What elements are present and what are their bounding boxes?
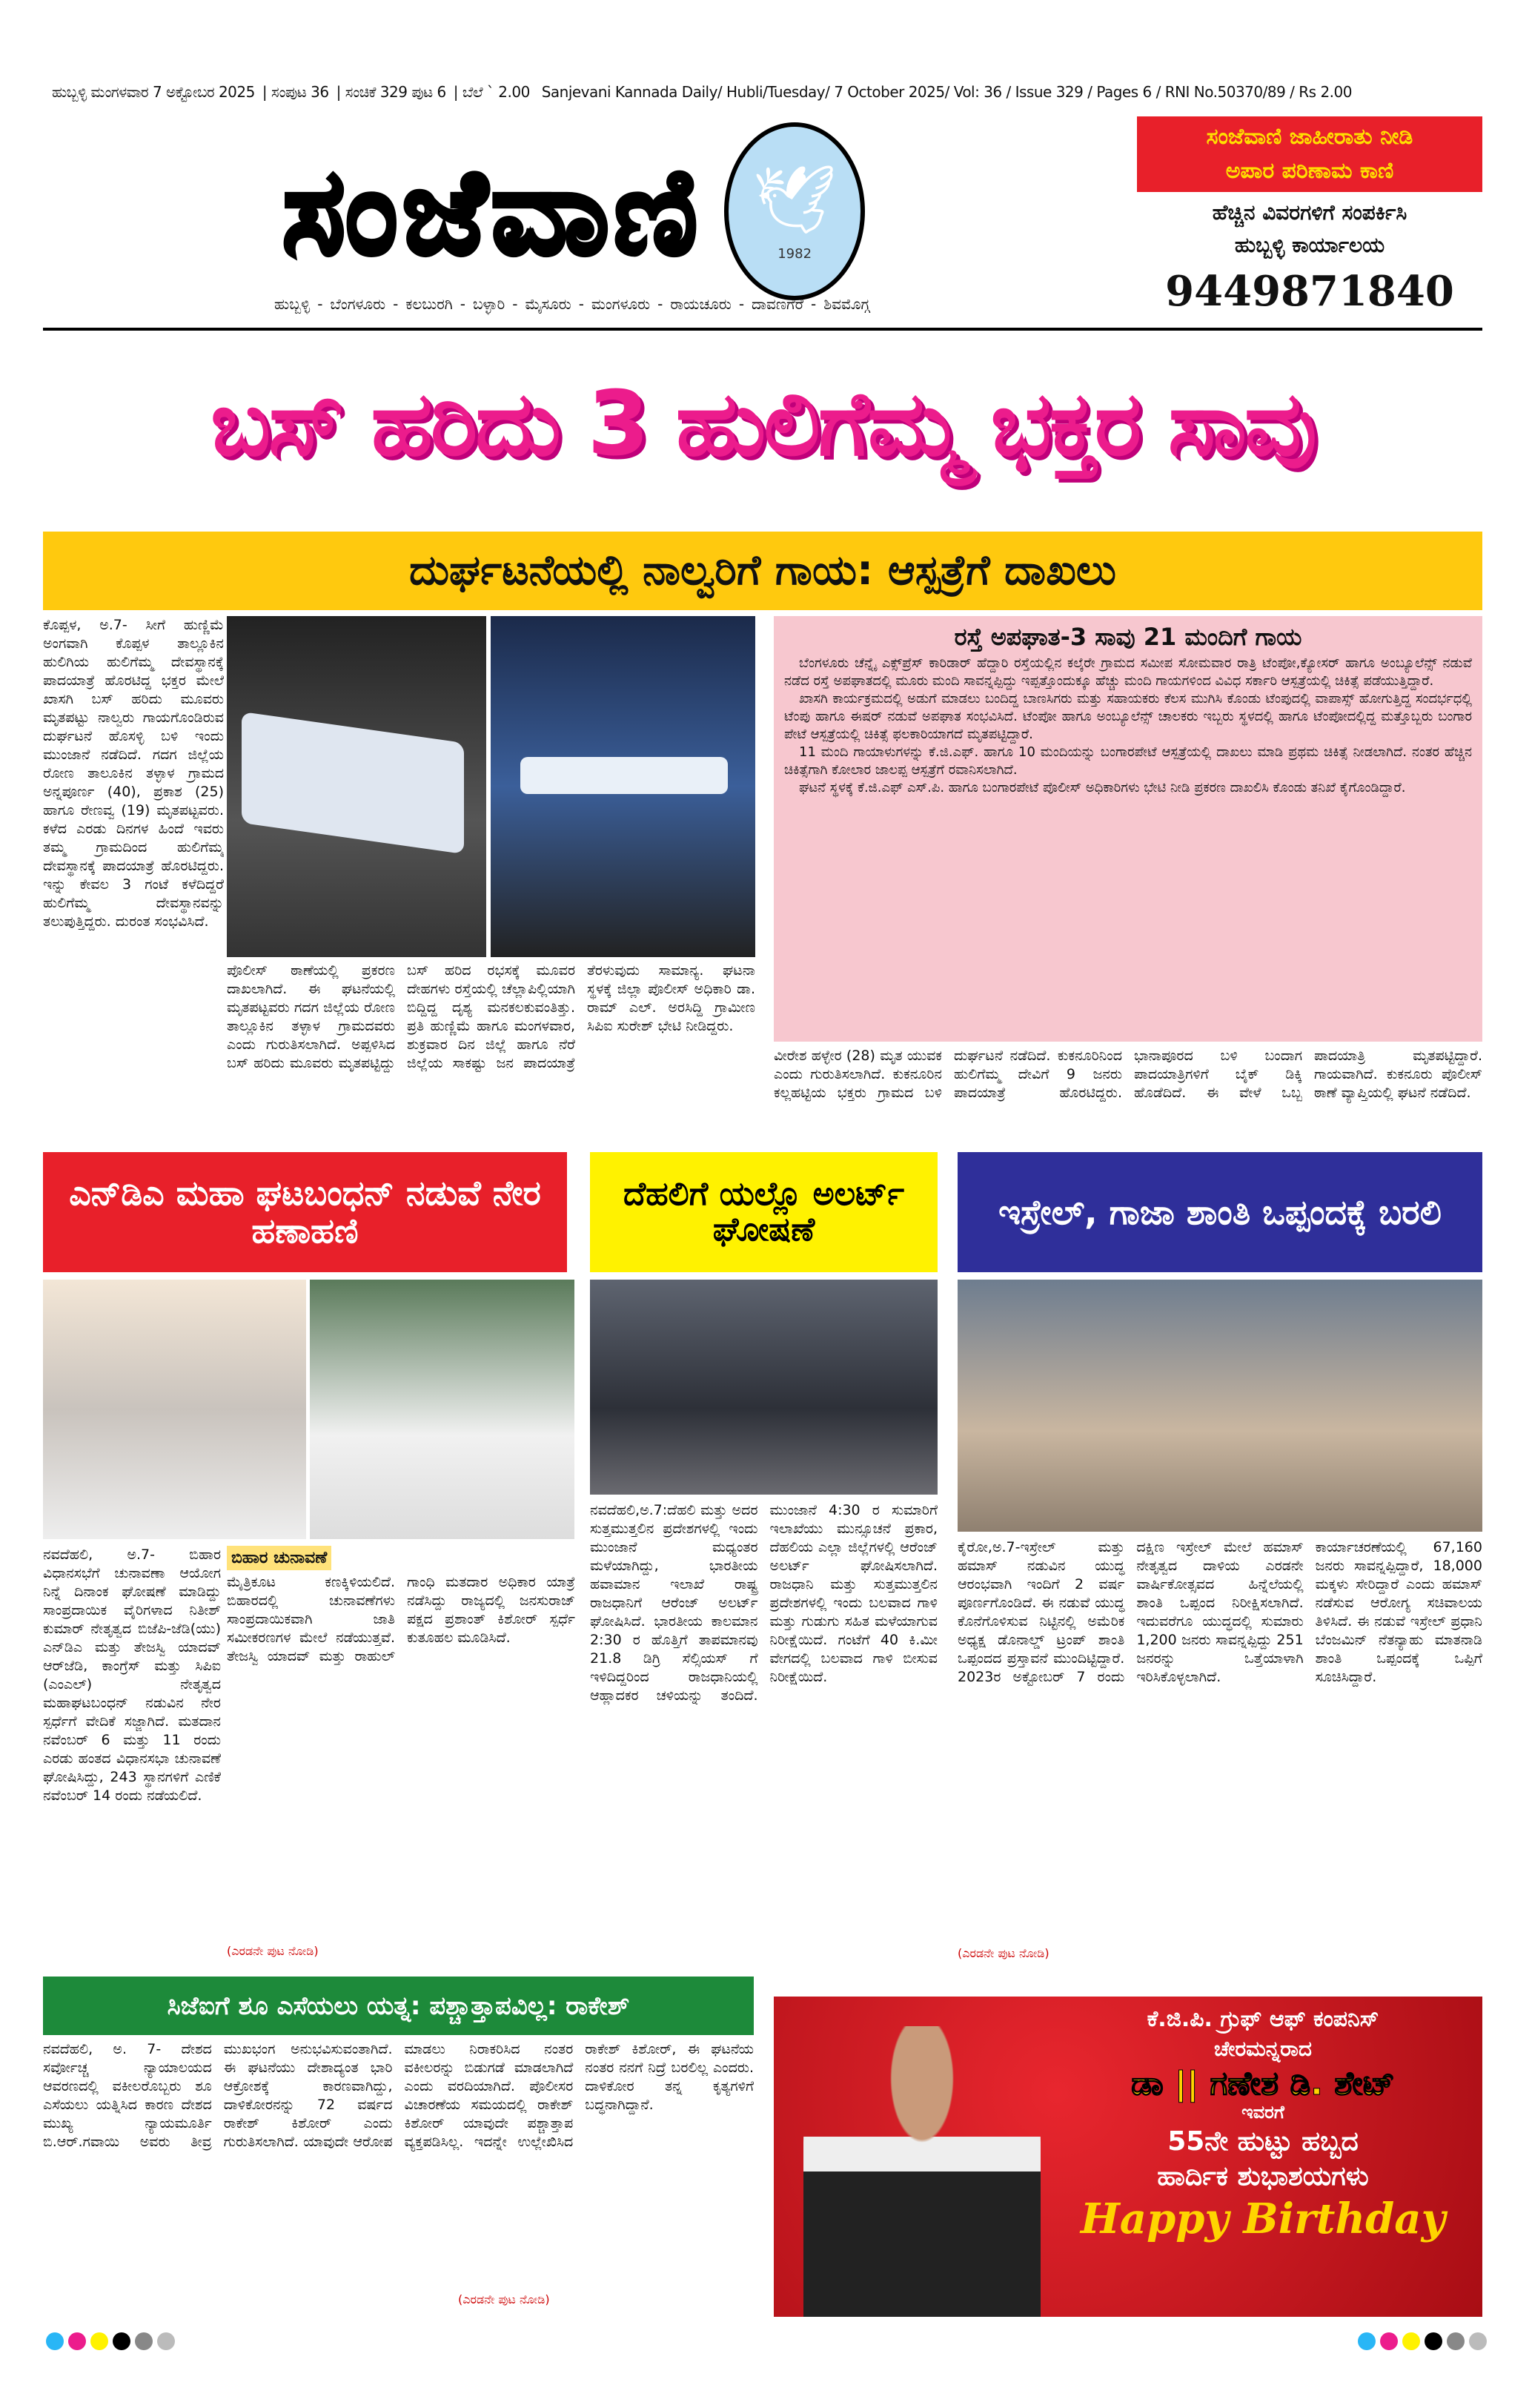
lead-headline: ಬಸ್ ಹರಿದು 3 ಹುಲಿಗೆಮ್ಮ ಭಕ್ತರ ಸಾವು [210,373,1315,476]
city: ಮೈಸೂರು [525,295,571,313]
registration-mark [46,2332,64,2350]
opposition-leaders-photo [310,1280,574,1539]
year: 1982 [777,246,812,262]
nda-headline: ಎನ್‌ಡಿಎ ಮಹಾ ಘಟಬಂಧನ್ ನಡುವೆ ನೇರ ಹಣಾಹಣಿ [43,1152,567,1272]
lead-strap: ದುರ್ಘಟನೆಯಲ್ಲಿ ನಾಲ್ವರಿಗೆ ಗಾಯ: ಆಸ್ಪತ್ರೆಗೆ ದಾಖಲು [43,532,1482,610]
india-gate-rain-photo [590,1280,938,1495]
delhi-headline: ದೆಹಲಿಗೆ ಯಲ್ಲೊ ಅಲರ್ಟ್ ಘೋಷಣೆ [590,1152,938,1272]
registration-mark [1469,2332,1487,2350]
nda-rally-photo [43,1280,306,1539]
volume: ಸಂಪುಟ 36 [271,83,329,101]
registration-mark [135,2332,153,2350]
city: ರಾಯಚೂರು [670,295,732,313]
paragraph: ಘಟನೆ ಸ್ಥಳಕ್ಕೆ ಕೆ.ಜಿ.ಎಫ್ ಎಸ್.ಪಿ. ಹಾಗೂ ಬಂಗಾರಪೇಟೆ ಪೊಲೀಸ್ ಅಧಿಕಾರಿಗಳು ಭೇಟಿ ನೀಡಿ ಪ್ರಕರಣ ದಾಖಲಿಸಿ ಕೊಂಡು ತನಿಖೆ ಕೈಗೊಂಡಿದ್ದಾರೆ. [799,780,1406,796]
registration-mark [68,2332,86,2350]
registration-mark [1358,2332,1376,2350]
ad-phone: 9449871840 [1165,267,1454,316]
ad-line: ಹುಬ್ಬಳ್ಳಿ ಕಾರ್ಯಾಲಯ [1234,233,1385,257]
registration-mark [1380,2332,1398,2350]
dateline: ಹುಬ್ಬಳ್ಳಿ ಮಂಗಳವಾರ 7 ಅಕ್ಟೋಬರ 2025 | ಸಂಪುಟ 36 | ಸಂಚಿಕೆ 329 ಪುಟ 6 | ಬೆಲೆ ` 2.00 Sanjevani Kannada Daily/ Hubli/Tuesday/ 7 October 2025/ Vol: 36 / Issue 329 / Pages 6 / RNI No.50370/89 / Rs 2.00 [52,83,1352,101]
continued-note: (ಎರಡನೇ ಪುಟ ನೋಡಿ) [458,2292,550,2306]
city: ಹುಬ್ಬಳ್ಳಿ [274,295,311,313]
paragraph: ಖಾಸಗಿ ಕಾರ್ಯಕ್ರಮದಲ್ಲಿ ಅಡುಗೆ ಮಾಡಲು ಬಂದಿದ್ದ ಬಾಣಸಿಗರು ಮತ್ತು ಸಹಾಯಕರು ಕೆಲಸ ಮುಗಿಸಿ ಕೊಂಡು ಟೆಂಪುದಲ್ಲಿ ವಾಪಾಸ್ಸ್ ಹೋಗುತ್ತಿದ್ದ ಸಂದರ್ಭಧಲ್ಲಿ ಟೆಂಪು ಹಾಗೂ ಈಷರ್ ನಡುವೆ ಅಪಘಾತ ಸಂಭವಿಸಿದೆ. ಟೆಂಪೋ ಹಾಗೂ ಅಂಬ್ಯೂಲೆನ್ಸ್ ಚಾಲಕರು ಇಬ್ಬರು ಸ್ಥಳದಲ್ಲಿ ಹಾಗೂ ಟೆಂಪೋದಲ್ಲಿದ್ದ ಮತ್ತೊಬ್ಬರು ಬಂಗಾರ ಪೇಟೆ ಆಸ್ಪತ್ರೆಯಲ್ಲಿ ಚಿಕಿತ್ಸೆ ಫಲಕಾರಿಯಾಗದೆ ಮೃತಪಟ್ಟಿದ್ದಾರೆ. [784,691,1472,742]
ad-line: ಹೆಚ್ಚಿನ ವಿವರಗಳಿಗೆ ಸಂಪರ್ಕಿಸಿ [1212,200,1407,225]
masthead-logo [92,111,1055,311]
dove-emblem [724,122,865,300]
ad-banner-top [1137,116,1482,192]
masthead-name: ಸಂಜೆವಾಣಿ [282,142,703,281]
city: ಶಿವಮೊಗ್ಗ [823,295,870,313]
delhi-body: ನವದೆಹಲಿ,ಅ.7:ದೆಹಲಿ ಮತ್ತು ಅದರ ಸುತ್ತಮುತ್ತಲಿನ ಪ್ರದೇಶಗಳಲ್ಲಿ ಇಂದು ಮುಂಜಾನೆ ಮಧ್ಯಂತರ ಮಳೆಯಾಗಿದ್ದು, ಭಾರತೀಯ ಹವಾಮಾನ ಇಲಾಖೆ ರಾಷ್ಟ್ರ ರಾಜಧಾನಿಗೆ ಆರೆಂಜ್ ಅಲರ್ಟ್ ಘೋಷಿಸಿದೆ. ಭಾರತೀಯ ಕಾಲಮಾನ 2:30 ರ ಹೊತ್ತಿಗೆ ತಾಪಮಾನವು 21.8 ಡಿಗ್ರಿ ಸೆಲ್ಸಿಯಸ್ ಗೆ ಇಳಿದಿದ್ದರಿಂದ ರಾಜಧಾನಿಯಲ್ಲಿ ಆಹ್ಲಾದಕರ ಚಳಿಯನ್ನು ತಂದಿದೆ. ಮುಂಜಾನೆ 4:30 ರ ಸುಮಾರಿಗೆ ಇಲಾಖೆಯು ಮುನ್ಸೂಚನೆ ಪ್ರಕಾರ, ದೆಹಲಿಯ ಎಲ್ಲಾ ಜಿಲ್ಲೆಗಳಲ್ಲಿ ಆರೆಂಜ್ ಅಲರ್ಟ್ ಘೋಷಿಸಲಾಗಿದೆ. ರಾಜಧಾನಿ ಮತ್ತು ಸುತ್ತಮುತ್ತಲಿನ ಪ್ರದೇಶಗಳಲ್ಲಿ ಇಂದು ಬಲವಾದ ಗಾಳಿ ಮತ್ತು ಗುಡುಗು ಸಹಿತ ಮಳೆಯಾಗುವ ನಿರೀಕ್ಷೆಯಿದೆ. ಗಂಟೆಗೆ 40 ಕಿ.ಮೀ ವೇಗದಲ್ಲಿ ಬಲವಾದ ಗಾಳಿ ಬೀಸುವ ನಿರೀಕ್ಷೆಯಿದೆ. [590,1502,938,1704]
israel-headline: ಇಸ್ರೇಲ್, ಗಾಜಾ ಶಾಂತಿ ಒಪ್ಪಂದಕ್ಕೆ ಬರಲಿ [958,1152,1482,1272]
edition-cities: ಹುಬ್ಬಳ್ಳಿ - ಬೆಂಗಳೂರು - ಕಲಬುರಗಿ - ಬಳ್ಳಾರಿ - ಮೈಸೂರು - ಮಂಗಳೂರು - ರಾಯಚೂರು - ದಾವಣಗೆರೆ - ಶಿವಮೊಗ್ಗ [274,295,870,313]
rakesh-headline-text: ಸಿಜೆಐಗೆ ಶೂ ಎಸೆಯಲು ಯತ್ನ: ಪಶ್ಚಾತ್ತಾಪವಿಲ್ಲ: ರಾಕೇಶ್ [167,1991,630,2021]
city: ಮಂಗಳೂರು [591,295,651,313]
continued-note: (ಎರಡನೇ ಪುಟ ನೋಡಿ) [958,1946,1049,1960]
nda-column-1: ನವದೆಹಲಿ, ಅ.7- ಬಿಹಾರ ವಿಧಾನಸಭೆಗೆ ಚುನಾವಣಾ ಆಯೋಗ ನಿನ್ನೆ ದಿನಾಂಕ ಘೋಷಣೆ ಮಾಡಿದ್ದು ಸಾಂಪ್ರದಾಯಿಕ ವೈರಿಗಳಾದ ನಿತೀಶ್ ಕುಮಾರ್ ನೇತೃತ್ವದ ಬಿಜೆಪಿ-ಜೆಡಿ(ಯು) ಎನ್‌ಡಿಎ ಮತ್ತು ತೇಜಸ್ವಿ ಯಾದವ್ ಆರ್‌ಜೆಡಿ, ಕಾಂಗ್ರೆಸ್ ಮತ್ತು ಸಿಪಿಐ (ಎಂಎಲ್) ನೇತೃತ್ವದ ಮಹಾಘಟಬಂಧನ್ ನಡುವಿನ ನೇರ ಸ್ಪರ್ಧೆಗೆ ವೇದಿಕೆ ಸಜ್ಜಾಗಿದೆ. ಮತದಾನ ನವೆಂಬರ್ 6 ಮತ್ತು 11 ರಂದು ಎರಡು ಹಂತದ ವಿಧಾನಸಭಾ ಚುನಾವಣೆ ಘೋಷಿಸಿದ್ದು, 243 ಸ್ಥಾನಗಳಿಗೆ ಎಣಿಕೆ ನವೆಂಬರ್ 14 ರಂದು ನಡೆಯಲಿದೆ. [43,1547,221,1804]
city: ಬಳ್ಳಾರಿ [472,295,505,313]
rakesh-body-wrap [43,2040,754,2316]
rakesh-body: ನವದೆಹಲಿ, ಅ. 7- ದೇಶದ ಸರ್ವೋಚ್ಚ ನ್ಯಾಯಾಲಯದ ಆವರಣದಲ್ಲಿ ವಕೀಲರೊಬ್ಬರು ಶೂ ಎಸೆಯಲು ಯತ್ನಿಸಿದ ಕಾರಣ ದೇಶದ ಮುಖ್ಯ ನ್ಯಾಯಮೂರ್ತಿ ಬಿ.ಆರ್.ಗವಾಯಿ ಅವರು ತೀವ್ರ ಮುಖಭಂಗ ಅನುಭವಿಸುವಂತಾಗಿದೆ. ಈ ಘಟನೆಯು ದೇಶಾದ್ಯಂತ ಭಾರಿ ಆಕ್ರೋಶಕ್ಕೆ ಕಾರಣವಾಗಿದ್ದು, ದಾಳಿಕೋರನನ್ನು 72 ವರ್ಷದ ರಾಕೇಶ್ ಕಿಶೋರ್ ಎಂದು ಗುರುತಿಸಲಾಗಿದೆ. ಯಾವುದೇ ಆರೋಪ ಮಾಡಲು ನಿರಾಕರಿಸಿದ ನಂತರ ವಕೀಲರನ್ನು ಬಿಡುಗಡೆ ಮಾಡಲಾಗಿದೆ ಎಂದು ವರದಿಯಾಗಿದೆ. ಪೊಲೀಸರ ವಿಚಾರಣೆಯ ಸಮಯದಲ್ಲಿ ರಾಕೇಶ್ ಕಿಶೋರ್ ಯಾವುದೇ ಪಶ್ಚಾತ್ತಾಪ ವ್ಯಕ್ತಪಡಿಸಿಲ್ಲ. ಇದನ್ನೇ ಉಲ್ಲೇಖಿಸಿದ ರಾಕೇಶ್ ಕಿಶೋರ್, ಈ ಘಟನೆಯ ನಂತರ ನನಗೆ ನಿದ್ರೆ ಬರಲಿಲ್ಲ ಎಂದರು. ದಾಳಿಕೋರ ತನ್ನ ಕೃತ್ಯಗಳಿಗೆ ಬದ್ಧನಾಗಿದ್ದಾನೆ. [43,2041,754,2150]
date-kn: ಹುಬ್ಬಳ್ಳಿ ಮಂಗಳವಾರ 7 ಅಕ್ಟೋಬರ 2025 [52,83,255,101]
registration-mark [1402,2332,1420,2350]
registration-mark [113,2332,130,2350]
bus-photo-2 [491,616,755,957]
ad-name: ಡಾ || ಗಣೇಶ ಡಿ. ಶೇಟ್ [1131,2064,1395,2103]
registration-mark [1447,2332,1465,2350]
box-title: ರಸ್ತೆ ಅಪಘಾತ-3 ಸಾವು 21 ಮಂದಿಗೆ ಗಾಯ [954,623,1302,651]
registration-mark [157,2332,175,2350]
bus-photo-1 [227,616,486,957]
registration-mark [1425,2332,1442,2350]
ad-line: ಅಪಾರ ಪರಿಣಾಮ ಕಾಣಿ [1225,158,1394,184]
dove-icon: 🕊 [752,161,838,239]
ad-line: 55ನೇ ಹುಟ್ಟು ಹಬ್ಬದ [1167,2126,1359,2157]
birthday-ad [774,1997,1482,2317]
ad-line: ಚೇರಮನ್ನರಾದ [1214,2036,1312,2061]
nda-body: ಮೈತ್ರಿಕೂಟ ಕಣಕ್ಕಿಳಿಯಲಿದೆ. ಬಿಹಾರದಲ್ಲಿ ಚುನಾವಣೆಗಳು ಸಾಂಪ್ರದಾಯಿಕವಾಗಿ ಜಾತಿ ಸಮೀಕರಣಗಳ ಮೇಲೆ ನಡೆಯುತ್ತವೆ. ತೇಜಸ್ವಿ ಯಾದವ್ ಮತ್ತು ರಾಹುಲ್ ಗಾಂಧಿ ಮತದಾರ ಅಧಿಕಾರ ಯಾತ್ರೆ ನಡೆಸಿದ್ದು ರಾಜ್ಯದಲ್ಲಿ ಜನಸುರಾಜ್ ಪಕ್ಷದ ಪ್ರಶಾಂತ್ ಕಿಶೋರ್ ಸ್ಪರ್ಧೆ ಕುತೂಹಲ ಮೂಡಿಸಿದೆ. [227,1574,575,1664]
gaza-children-photo [958,1280,1482,1532]
road-accident-box [774,616,1482,1042]
ad-line: ಹಾರ್ದಿಕ ಶುಭಾಶಯಗಳು [1157,2161,1369,2192]
continued-note: (ಎರಡನೇ ಪುಟ ನೋಡಿ) [227,1944,319,1958]
divider [43,328,1482,331]
city: ದಾವಣಗೆರೆ [752,295,804,313]
person-photo [803,2026,1041,2317]
ad-line: ಇವರಗೆ [1241,2102,1284,2123]
ad-line: ಕೆ.ಜಿ.ಪಿ. ಗ್ರುಫ್ ಆಫ್ ಕಂಪನಿಸ್ [1147,2006,1379,2032]
israel-body-wrap [958,1538,1482,1972]
registration-mark [90,2332,108,2350]
nda-column-2 [227,1546,575,1972]
price: ಬೆಲೆ ` 2.00 [462,83,530,101]
ad-contact [1137,196,1482,262]
dateline-en: Sanjevani Kannada Daily/ Hubli/Tuesday/ 7 October 2025/ Vol: 36 / Issue 329 / Pages 6 / RNI No.50370/89 / Rs 2.00 [541,83,1352,101]
israel-body: ಕೈರೋ,ಅ.7-ಇಸ್ರೇಲ್ ಮತ್ತು ಹಮಾಸ್ ನಡುವಿನ ಯುದ್ಧ ಆರಂಭವಾಗಿ ಇಂದಿಗೆ 2 ವರ್ಷ ಪೂರ್ಣಗೊಂಡಿದೆ. ಈ ನಡುವೆ ಯುದ್ಧ ಕೊನೆಗೊಳಿಸುವ ನಿಟ್ಟಿನಲ್ಲಿ ಅಮೆರಿಕ ಅಧ್ಯಕ್ಷ ಡೊನಾಲ್ಡ್ ಟ್ರಂಪ್ ಶಾಂತಿ ಒಪ್ಪಂದದ ಪ್ರಸ್ತಾವನೆ ಮುಂದಿಟ್ಟಿದ್ದಾರೆ. 2023ರ ಅಕ್ಟೋಬರ್ 7 ರಂದು ದಕ್ಷಿಣ ಇಸ್ರೇಲ್ ಮೇಲೆ ಹಮಾಸ್ ನೇತೃತ್ವದ ದಾಳಿಯ ಎರಡನೇ ವಾರ್ಷಿಕೋತ್ಸವದ ಹಿನ್ನೆಲೆಯಲ್ಲಿ ಶಾಂತಿ ಒಪ್ಪಂದ ನಿರೀಕ್ಷಿಸಲಾಗಿದೆ. ಇದುವರೆಗೂ ಯುದ್ಧದಲ್ಲಿ ಸುಮಾರು 1,200 ಜನರು ಸಾವನ್ನಪ್ಪಿದ್ದು 251 ಜನರನ್ನು ಒತ್ತೆಯಾಳಾಗಿ ಇರಿಸಿಕೊಳ್ಳಲಾಗಿದೆ. ಕಾರ್ಯಾಚರಣೆಯಲ್ಲಿ 67,160 ಜನರು ಸಾವನ್ನಪ್ಪಿದ್ದಾರೆ, 18,000 ಮಕ್ಕಳು ಸೇರಿದ್ದಾರೆ ಎಂದು ಹಮಾಸ್ ನಡೆಸುವ ಆರೋಗ್ಯ ಸಚಿವಾಲಯ ತಿಳಿಸಿದೆ. ಈ ನಡುವೆ ಇಸ್ರೇಲ್ ಪ್ರಧಾನಿ ಬೆಂಜಮಿನ್ ನೆತನ್ಯಾಹು ಮಾತನಾಡಿ ಶಾಂತಿ ಒಪ್ಪಂದಕ್ಕೆ ಒಪ್ಪಿಗೆ ಸೂಚಿಸಿದ್ದಾರೆ. [958,1539,1482,1685]
lead-column-2: ಪೊಲೀಸ್ ಠಾಣೆಯಲ್ಲಿ ಪ್ರಕರಣ ದಾಖಲಾಗಿದೆ. ಈ ಘಟನೆಯಲ್ಲಿ ಮೃತಪಟ್ಟವರು ಗದಗ ಜಿಲ್ಲೆಯ ರೋಣ ತಾಲ್ಲೂಕಿನ ತಳ್ಳಾಳ ಗ್ರಾಮದವರು ಎಂದು ಗುರುತಿಸಲಾಗಿದೆ. ಅಪ್ಪಳಿಸಿದ ಬಸ್ ಹರಿದು ಮೂವರು ಮೃತಪಟ್ಟಿದ್ದು ಬಸ್ ಹರಿದ ರಭಸಕ್ಕೆ ಮೂವರ ದೇಹಗಳು ರಸ್ತೆಯಲ್ಲಿ ಚೆಲ್ಲಾಪಿಲ್ಲಿಯಾಗಿ ಬಿದ್ದಿದ್ದ ದೃಶ್ಯ ಮನಕಲಕುವಂತಿತ್ತು. ಪ್ರತಿ ಹುಣ್ಣಿಮೆ ಹಾಗೂ ಮಂಗಳವಾರ, ಶುಕ್ರವಾರ ದಿನ ಜಿಲ್ಲೆ ಹಾಗೂ ನೆರೆ ಜಿಲ್ಲೆಯ ಸಾಕಷ್ಟು ಜನ ಪಾದಯಾತ್ರೆ ತೆರಳುವುದು ಸಾಮಾನ್ಯ. ಘಟನಾ ಸ್ಥಳಕ್ಕೆ ಜಿಲ್ಲಾ ಪೊಲೀಸ್ ಅಧಿಕಾರಿ ಡಾ. ರಾಮ್ ಎಲ್. ಅರಸಿದ್ದಿ ಗ್ರಾಮೀಣ ಸಿಪಿಐ ಸುರೇಶ್ ಭೇಟಿ ನೀಡಿದ್ದರು. [227,962,755,1071]
lead-column-3: ವೀರೇಶ ಹಳ್ಳೇರ (28) ಮೃತ ಯುವಕ ಎಂದು ಗುರುತಿಸಲಾಗಿದೆ. ಕುಕನೂರಿನ ಕಲ್ಲಹಟ್ಟಿಯ ಭಕ್ತರು ಗ್ರಾಮದ ಬಳಿ ದುರ್ಘಟನೆ ನಡೆದಿದೆ. ಕುಕನೂರಿನಿಂದ ಹುಲಿಗೆಮ್ಮ ದೇವಿಗೆ 9 ಜನರು ಪಾದಯಾತ್ರೆ ಹೊರಟಿದ್ದರು. ಭಾನಾಪೂರದ ಬಳಿ ಬಂದಾಗ ಪಾದಯಾತ್ರಿಗಳಿಗೆ ಬೈಕ್ ಡಿಕ್ಕಿ ಹೊಡೆದಿದೆ. ಈ ವೇಳೆ ಒಬ್ಬ ಪಾದಯಾತ್ರಿ ಮೃತಪಟ್ಟಿದ್ದಾರೆ. ಗಾಯವಾಗಿದೆ. ಕುಕನೂರು ಪೊಲೀಸ್ ಠಾಣೆ ವ್ಯಾಪ್ತಿಯಲ್ಲಿ ಘಟನೆ ನಡೆದಿದೆ. [774,1048,1482,1101]
ad-line: ಸಂಜೆವಾಣಿ ಜಾಹೀರಾತು ನೀಡಿ [1206,124,1413,150]
paragraph: 11 ಮಂದಿ ಗಾಯಾಳುಗಳನ್ನು ಕೆ.ಜಿ.ಎಫ್. ಹಾಗೂ 10 ಮಂದಿಯನ್ನು ಬಂಗಾರಪೇಟೆ ಆಸ್ಪತ್ರೆಯಲ್ಲಿ ದಾಖಲು ಮಾಡಿ ಪ್ರಥಮ ಚಿಕಿತ್ಸೆ ನೀಡಲಾಗಿದೆ. ನಂತರ ಹೆಚ್ಚಿನ ಚಿಕಿತ್ಸೆಗಾಗಿ ಕೋಲಾರ ಜಾಲಪ್ಪ ಆಸ್ಪತ್ರೆಗೆ ರವಾನಿಸಲಾಗಿದೆ. [784,744,1472,778]
paragraph: ಬೆಂಗಳೂರು ಚೆನ್ನೈ ಎಕ್ಸ್‌ಪ್ರೆಸ್ ಕಾರಿಡಾರ್ ಹೆದ್ದಾರಿ ರಸ್ತೆಯಲ್ಲಿನ ಕಲ್ಕೆರೇ ಗ್ರಾಮದ ಸಮೀಪ ಸೋಮವಾರ ರಾತ್ರಿ ಟೆಂಪೋ,ಕ್ಯೋಸರ್ ಹಾಗೂ ಅಂಬ್ಯೂಲೆನ್ಸ್ ನಡುವೆ ನಡೆದ ರಸ್ತೆ ಅಪಘಾತದಲ್ಲಿ ಮೂರು ಮಂದಿ ಸಾವನ್ನಪ್ಪಿದ್ದು ಇಪ್ಪತ್ತೊಂದುಕ್ಕೂ ಹೆಚ್ಚು ಮಂದಿ ಗಾಯಗಳಿಂದ ವಿವಿಧ ಸರ್ಕಾರಿ ಆಸ್ಪತ್ರೆಯಲ್ಲಿ ಚಿಕಿತ್ಸೆ ಪಡೆಯುತ್ತಿದ್ದಾರೆ. [784,655,1472,689]
city: ಬೆಂಗಳೂರು [330,295,386,313]
rakesh-headline [43,1977,754,2035]
happy-birthday: Happy Birthday [1080,2194,1446,2243]
lead-column-1: ಕೊಪ್ಪಳ, ಅ.7- ಸೀಗೆ ಹುಣ್ಣಿಮೆ ಅಂಗವಾಗಿ ಕೊಪ್ಪಳ ತಾಲ್ಲೂಕಿನ ಹುಲಿಗಿಯ ಹುಲಿಗೆಮ್ಮ ದೇವಸ್ಥಾನಕ್ಕೆ ಪಾದಯಾತ್ರೆ ಹೊರಟಿದ್ದ ಭಕ್ತರ ಮೇಲೆ ಖಾಸಗಿ ಬಸ್ ಹರಿದು ಮೂವರು ಮೃತಪಟ್ಟು ನಾಲ್ವರು ಗಾಯಗೊಂಡಿರುವ ದುರ್ಘಟನೆ ಹೊಸಳ್ಳಿ ಬಳಿ ಇಂದು ಮುಂಜಾನೆ ನಡೆದಿದೆ. ಗದಗ ಜಿಲ್ಲೆಯ ರೋಣ ತಾಲೂಕಿನ ತಳ್ಳಾಳ ಗ್ರಾಮದ ಅನ್ನಪೂರ್ಣ (40), ಪ್ರಕಾಶ (25) ಹಾಗೂ ರೇಣವ್ವ (19) ಮೃತಪಟ್ಟವರು. ಕಳೆದ ಎರಡು ದಿನಗಳ ಹಿಂದೆ ಇವರು ತಮ್ಮ ಗ್ರಾಮದಿಂದ ಹುಲಿಗೆಮ್ಮ ದೇವಸ್ಥಾನಕ್ಕೆ ಪಾದಯಾತ್ರೆ ಹೊರಟಿದ್ದರು. ಇನ್ನು ಕೇವಲ 3 ಗಂಟೆ ಕಳೆದಿದ್ದರೆ ಹುಲಿಗೆಮ್ಮ ದೇವಸ್ಥಾನವನ್ನು ತಲುಪುತ್ತಿದ್ದರು. ದುರಂತ ಸಂಭವಿಸಿದೆ. [43,617,224,930]
ad-text [1055,2007,1470,2243]
issue: ಸಂಚಿಕೆ 329 ಪುಟ 6 [345,83,446,101]
city: ಕಲಬುರಗಿ [405,295,453,313]
nda-subhead: ಬಿಹಾರ ಚುನಾವಣೆ [227,1546,331,1570]
